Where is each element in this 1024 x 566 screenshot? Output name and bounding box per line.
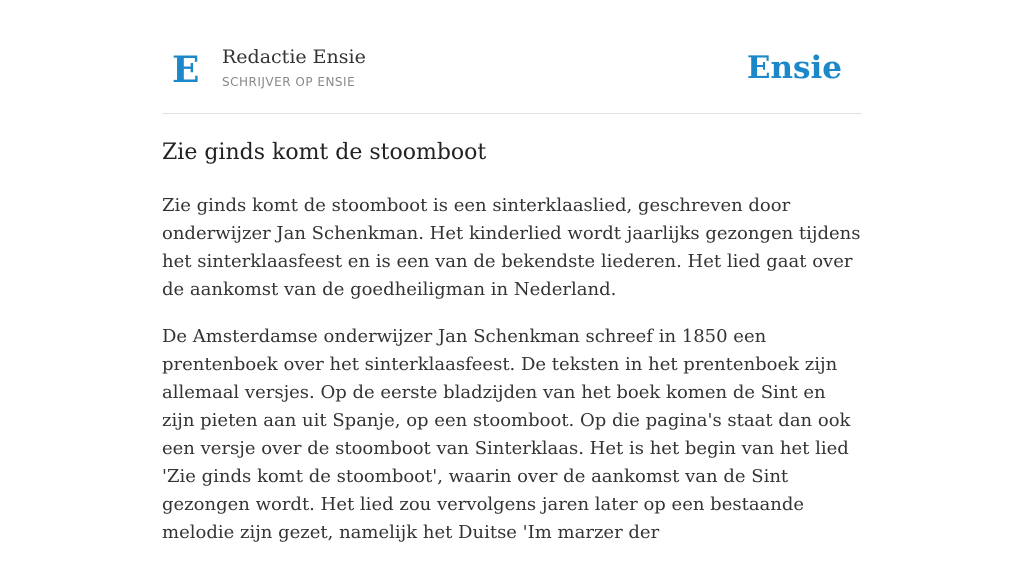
author-header: [162, 40, 862, 114]
article-paragraph: De Amsterdamse onderwijzer Jan Schenkman schreef in 1850 een prentenboek over het sinterklaasfeest. De teksten in het prentenboek zijn allemaal versjes. Op de eerste bladzijden van het boek komen de Sint en zijn pieten aan uit Spanje, op een stoomboot. Op die pagina's staat dan ook een versje over de stoomboot van Sinterklaas. Het is het begin van het lied 'Zie ginds komt de stoomboot', waarin over de aankomst van de Sint gezongen wordt. Het lied zou vervolgens jaren later op een bestaande melodie zijn gezet, namelijk het Duitse 'Im marzer der: [162, 326, 851, 543]
author-role: SCHRIJVER OP ENSIE: [222, 75, 356, 89]
brand-logo[interactable]: Ensie: [746, 50, 842, 86]
article-title: Zie ginds komt de stoomboot: [162, 140, 487, 165]
author-avatar[interactable]: E: [172, 49, 200, 91]
article-paragraph: Zie ginds komt de stoomboot is een sinterklaaslied, geschreven door onderwijzer Jan Schenkman. Het kinderlied wordt jaarlijks gezongen tijdens het sinterklaasfeest en is een van de bekendste liederen. Het lied gaat over de aankomst van de goedheiligman in Nederland.: [162, 195, 861, 300]
author-name[interactable]: Redactie Ensie: [222, 46, 366, 68]
article: [162, 136, 862, 566]
